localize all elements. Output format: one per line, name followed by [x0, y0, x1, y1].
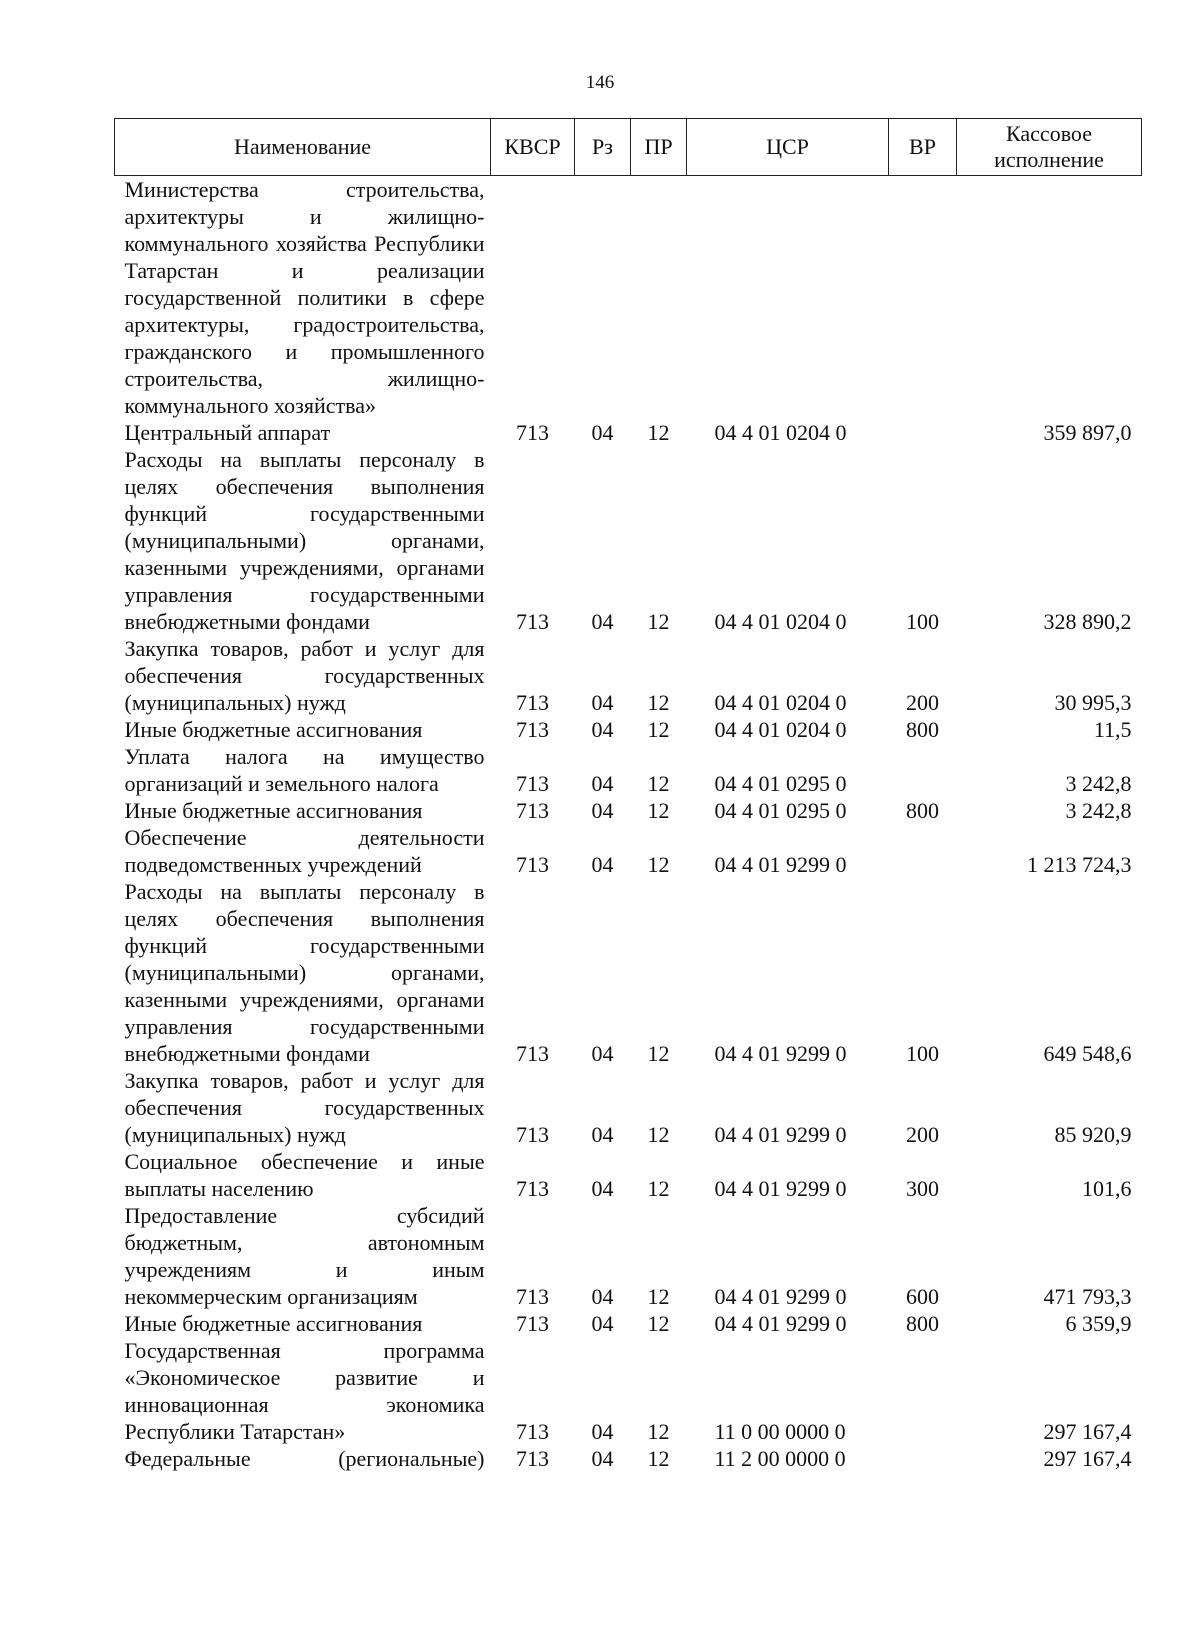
cell-sum: 471 793,3 [1043, 1284, 1132, 1309]
header-vr: ВР [889, 119, 957, 176]
cell-rz: 04 [591, 798, 614, 823]
cell-kvsr: 713 [516, 1122, 549, 1147]
cell-rz: 04 [591, 1284, 614, 1309]
cell-vr: 300 [906, 1176, 939, 1201]
cell-vr: 800 [906, 717, 939, 742]
cell-csr: 11 0 00 0000 0 [714, 1419, 846, 1444]
cell-vr [889, 419, 957, 446]
cell-pr: 12 [647, 1311, 670, 1336]
cell-name: Государственная программа «Экономическое развитие и инновационная экономика Республики Татарстан» [124, 1338, 485, 1444]
cell-sum [957, 176, 1142, 420]
cell-rz: 04 [591, 609, 614, 634]
cell-rz: 04 [591, 1311, 614, 1336]
table-row [115, 446, 1142, 635]
cell-rz: 04 [591, 690, 614, 715]
header-sum: Кассовое исполнение [957, 119, 1142, 176]
header-rz: Рз [575, 119, 631, 176]
cell-vr [889, 824, 957, 878]
table-row [115, 824, 1142, 878]
cell-csr [687, 176, 889, 420]
cell-sum: 297 167,4 [1043, 1446, 1132, 1471]
cell-csr: 04 4 01 0204 0 [714, 420, 847, 445]
cell-name: Министерства строительства, архитектуры и жилищно-коммунального хозяйства Республики Татарстан и реализации государственной политики в сфере архитектуры, градостроительства, гражданского и промышленного строительства, жилищно-коммунального хозяйства» [124, 177, 485, 418]
cell-sum: 11,5 [1093, 717, 1132, 742]
cell-sum: 359 897,0 [1043, 420, 1132, 445]
table-row [115, 878, 1142, 1067]
table-body [115, 176, 1142, 1473]
cell-csr: 04 4 01 9299 0 [714, 1122, 847, 1147]
cell-csr: 04 4 01 9299 0 [714, 1284, 847, 1309]
cell-name: Иные бюджетные ассигнования [124, 717, 423, 742]
cell-kvsr: 713 [516, 771, 549, 796]
cell-sum: 3 242,8 [1065, 771, 1132, 796]
cell-name: Закупка товаров, работ и услуг для обеспечения государственных (муниципальных) нужд [124, 636, 485, 715]
cell-kvsr: 713 [516, 852, 549, 877]
table-row [115, 635, 1142, 716]
cell-name: Иные бюджетные ассигнования [124, 1311, 423, 1336]
table-row [115, 1445, 1142, 1472]
cell-csr: 04 4 01 0204 0 [714, 690, 847, 715]
cell-kvsr: 713 [516, 609, 549, 634]
cell-vr [889, 743, 957, 797]
cell-name: Расходы на выплаты персоналу в целях обеспечения выполнения функций государственными (муниципальными) органами, казенными учреждениями, органами управления государственными внебюджетными фондами [124, 879, 485, 1066]
cell-pr: 12 [647, 852, 670, 877]
cell-kvsr: 713 [516, 690, 549, 715]
cell-kvsr: 713 [516, 798, 549, 823]
cell-rz: 04 [591, 1446, 614, 1471]
cell-vr: 200 [906, 1122, 939, 1147]
cell-pr: 12 [647, 1284, 670, 1309]
cell-rz: 04 [591, 1041, 614, 1066]
cell-rz [575, 176, 631, 420]
cell-vr: 100 [906, 609, 939, 634]
cell-kvsr: 713 [516, 1176, 549, 1201]
cell-name: Центральный аппарат [124, 420, 331, 445]
cell-kvsr: 713 [516, 1446, 549, 1471]
header-csr: ЦСР [687, 119, 889, 176]
cell-kvsr: 713 [516, 1311, 549, 1336]
cell-pr: 12 [647, 717, 670, 742]
cell-name: Предоставление субсидий бюджетным, автономным учреждениям и иным некоммерческим организациям [124, 1203, 485, 1309]
cell-kvsr: 713 [516, 1284, 549, 1309]
cell-csr: 04 4 01 9299 0 [714, 1041, 847, 1066]
cell-pr: 12 [647, 1176, 670, 1201]
cell-sum: 3 242,8 [1065, 798, 1132, 823]
budget-execution-table [114, 118, 1142, 1472]
cell-name: Уплата налога на имущество организаций и земельного налога [124, 744, 485, 796]
cell-csr: 04 4 01 0204 0 [714, 717, 847, 742]
cell-pr: 12 [647, 1122, 670, 1147]
cell-name: Обеспечение деятельности подведомственных учреждений [124, 825, 485, 877]
cell-pr: 12 [647, 609, 670, 634]
cell-pr: 12 [647, 420, 670, 445]
cell-pr: 12 [647, 1419, 670, 1444]
cell-csr: 04 4 01 9299 0 [714, 852, 847, 877]
cell-sum: 85 920,9 [1054, 1122, 1132, 1147]
cell-rz: 04 [591, 852, 614, 877]
cell-name: Расходы на выплаты персоналу в целях обеспечения выполнения функций государственными (муниципальными) органами, казенными учреждениями, органами управления государственными внебюджетными фондами [124, 447, 485, 634]
cell-sum: 30 995,3 [1054, 690, 1132, 715]
cell-rz: 04 [591, 771, 614, 796]
cell-csr: 04 4 01 9299 0 [714, 1311, 847, 1336]
cell-sum: 649 548,6 [1043, 1041, 1132, 1066]
table-row [115, 1202, 1142, 1310]
cell-csr: 11 2 00 0000 0 [714, 1446, 846, 1471]
header-name: Наименование [115, 119, 491, 176]
cell-kvsr: 713 [516, 1041, 549, 1066]
cell-sum: 328 890,2 [1043, 609, 1132, 634]
table-row [115, 1337, 1142, 1445]
cell-sum: 297 167,4 [1043, 1419, 1132, 1444]
cell-kvsr: 713 [516, 420, 549, 445]
cell-rz: 04 [591, 1122, 614, 1147]
table-row [115, 1148, 1142, 1202]
cell-pr: 12 [647, 1446, 670, 1471]
cell-kvsr: 713 [516, 1419, 549, 1444]
table-row [115, 419, 1142, 446]
table-header-row [115, 119, 1142, 176]
cell-name: Федеральные (региональные) [124, 1446, 485, 1471]
header-kvsr: КВСР [491, 119, 575, 176]
cell-pr [631, 176, 687, 420]
table-row [115, 1067, 1142, 1148]
cell-vr: 200 [906, 690, 939, 715]
cell-vr: 800 [906, 1311, 939, 1336]
cell-csr: 04 4 01 0204 0 [714, 609, 847, 634]
table-row [115, 1310, 1142, 1337]
cell-rz: 04 [591, 1419, 614, 1444]
cell-vr [889, 1337, 957, 1445]
cell-name: Иные бюджетные ассигнования [124, 798, 423, 823]
cell-csr: 04 4 01 9299 0 [714, 1176, 847, 1201]
cell-rz: 04 [591, 420, 614, 445]
page-number: 146 [585, 72, 615, 93]
cell-vr: 100 [906, 1041, 939, 1066]
cell-kvsr [491, 176, 575, 420]
cell-rz: 04 [591, 717, 614, 742]
cell-kvsr: 713 [516, 717, 549, 742]
table-row [115, 176, 1142, 420]
cell-sum: 101,6 [1082, 1176, 1132, 1201]
cell-pr: 12 [647, 771, 670, 796]
cell-sum: 6 359,9 [1065, 1311, 1132, 1336]
cell-csr: 04 4 01 0295 0 [714, 771, 847, 796]
cell-rz: 04 [591, 1176, 614, 1201]
cell-vr [889, 1445, 957, 1472]
cell-vr: 800 [906, 798, 939, 823]
table-row [115, 716, 1142, 743]
table-row [115, 797, 1142, 824]
cell-vr [889, 176, 957, 420]
cell-name: Социальное обеспечение и иные выплаты населению [124, 1149, 485, 1201]
cell-pr: 12 [647, 1041, 670, 1066]
cell-csr: 04 4 01 0295 0 [714, 798, 847, 823]
cell-sum: 1 213 724,3 [1027, 852, 1132, 877]
cell-vr: 600 [906, 1284, 939, 1309]
table-row [115, 743, 1142, 797]
cell-name: Закупка товаров, работ и услуг для обеспечения государственных (муниципальных) нужд [124, 1068, 485, 1147]
cell-pr: 12 [647, 690, 670, 715]
header-pr: ПР [631, 119, 687, 176]
cell-pr: 12 [647, 798, 670, 823]
